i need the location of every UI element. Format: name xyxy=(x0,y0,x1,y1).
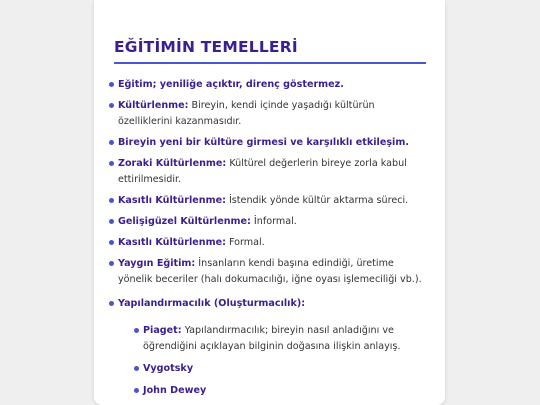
bullet-icon xyxy=(109,219,114,224)
item-term: Zoraki Kültürlenme: xyxy=(118,158,227,169)
item-desc: İnsanların kendi başına edindiği, üretime yönelik beceriler (halı dokumacılığı, iğne oyası işlemeciliği vb.). xyxy=(118,258,422,285)
list-item xyxy=(114,156,426,188)
bullet-icon xyxy=(109,82,114,87)
list-item xyxy=(114,135,426,151)
content-card xyxy=(94,0,445,405)
item-term: Eğitim; yeniliğe açıktır, direnç göstermez. xyxy=(118,79,344,90)
item-term: Yaygın Eğitim: xyxy=(118,258,196,269)
list-item xyxy=(114,98,426,130)
bullet-icon xyxy=(109,140,114,145)
list-item xyxy=(114,296,426,399)
item-desc: Formal. xyxy=(225,237,265,248)
bullet-icon xyxy=(109,103,114,108)
nested-list xyxy=(139,323,426,399)
item-term: Vygotsky xyxy=(143,363,194,374)
title-divider xyxy=(114,62,426,64)
page-title: EĞİTİMİN TEMELLERİ xyxy=(114,38,298,56)
item-term: Gelişigüzel Kültürlenme: xyxy=(118,216,251,227)
nested-list-item xyxy=(139,383,426,399)
bullet-icon xyxy=(109,240,114,245)
bullet-icon xyxy=(134,366,139,371)
item-term: Kasıtlı Kültürlenme: xyxy=(118,195,226,206)
item-term: Piaget: xyxy=(143,325,182,336)
bullet-icon xyxy=(109,261,114,266)
item-term: Kültürlenme: xyxy=(118,100,189,111)
topic-list xyxy=(114,77,426,399)
nested-list-item xyxy=(139,361,426,377)
list-item xyxy=(114,193,426,209)
item-term: Yapılandırmacılık (Oluşturmacılık): xyxy=(118,298,306,309)
item-term: John Dewey xyxy=(143,385,207,396)
bullet-icon xyxy=(134,388,139,393)
bullet-icon xyxy=(109,161,114,166)
list-item xyxy=(114,235,426,251)
item-desc: İstendik yönde kültür aktarma süreci. xyxy=(225,195,409,206)
item-desc: İnformal. xyxy=(250,216,297,227)
bullet-icon xyxy=(134,328,139,333)
item-desc: Kültürel değerlerin bireye zorla kabul ettirilmesidir. xyxy=(118,158,407,185)
item-desc: Bireyin, kendi içinde yaşadığı kültürün özelliklerini kazanmasıdır. xyxy=(118,100,375,127)
bullet-icon xyxy=(109,198,114,203)
list-item xyxy=(114,214,426,230)
item-term: Bireyin yeni bir kültüre girmesi ve karşılıklı etkileşim. xyxy=(118,137,409,148)
item-desc: Yapılandırmacılık; bireyin nasıl anladığını ve öğrendiğini açıklayan bilginin doğasına ilişkin anlayış. xyxy=(143,325,401,352)
item-term: Kasıtlı Kültürlenme: xyxy=(118,237,226,248)
list-item xyxy=(114,256,426,288)
list-item xyxy=(114,77,426,93)
bullet-icon xyxy=(109,301,114,306)
nested-list-item xyxy=(139,323,426,355)
